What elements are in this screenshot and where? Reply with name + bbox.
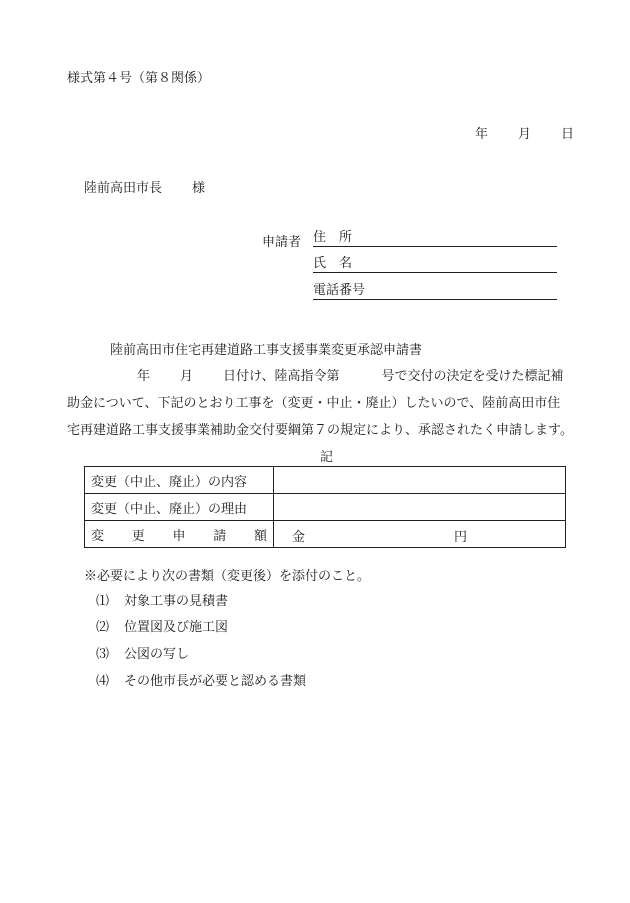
change-reason-label: 変更（中止、廃止）の理由 xyxy=(85,494,274,521)
attachment-number: ⑷ xyxy=(96,674,110,689)
phone-field[interactable] xyxy=(313,283,557,300)
date-year-label: 年 xyxy=(475,127,489,142)
addressee xyxy=(84,177,205,196)
addressee-honorific: 様 xyxy=(192,181,206,196)
attachment-text: その他市長が必要と認める書類 xyxy=(124,674,307,689)
change-amount-input[interactable] xyxy=(274,521,566,548)
list-item xyxy=(96,616,228,635)
change-amount-label xyxy=(85,521,274,548)
attachment-text: 公図の写し xyxy=(124,647,190,662)
attachment-text: 位置図及び施工図 xyxy=(124,620,229,635)
date-month-label: 月 xyxy=(518,127,532,142)
table-row xyxy=(85,521,566,548)
document-title: 陸前高田市住宅再建道路工事支援事業変更承認申請書 xyxy=(110,343,423,358)
attachment-note: ※必要により次の書類（変更後）を添付のこと。 xyxy=(84,569,371,584)
body-month: 月 xyxy=(180,369,194,384)
addressee-name: 陸前高田市長 xyxy=(84,181,163,196)
ki-heading: 記 xyxy=(320,450,334,465)
detail-table xyxy=(84,466,566,548)
list-item xyxy=(96,643,189,662)
change-content-input[interactable] xyxy=(274,467,566,494)
attachment-number: ⑶ xyxy=(96,647,110,662)
name-field[interactable] xyxy=(313,256,557,273)
form-number: 様式第４号（第８関係） xyxy=(67,71,211,86)
attachment-number: ⑴ xyxy=(96,594,110,609)
change-reason-input[interactable] xyxy=(274,494,566,521)
attachment-number: ⑵ xyxy=(96,620,110,635)
address-label: 住 所 xyxy=(313,230,353,245)
table-row xyxy=(85,494,566,521)
body-line-3: 宅再建道路工事支援事業補助金交付要綱第７の規定により、承認されたく申請します。 xyxy=(67,423,573,438)
body-line-1 xyxy=(67,365,564,384)
amount-yen: 円 xyxy=(454,530,468,545)
body-line-2: 助金について、下記のとおり工事を（変更・中止・廃止）したいので、陸前高田市住 xyxy=(67,396,561,411)
body-year: 年 xyxy=(137,369,151,384)
amount-label-char: 額 xyxy=(253,528,267,544)
amount-label-char: 請 xyxy=(213,528,227,544)
attachment-text: 対象工事の見積書 xyxy=(124,594,229,609)
date-line xyxy=(475,123,574,142)
address-field[interactable] xyxy=(313,230,557,247)
amount-label-char: 変 xyxy=(91,528,105,544)
list-item xyxy=(96,670,306,689)
amount-label-char: 更 xyxy=(131,528,145,544)
amount-label-char: 申 xyxy=(172,528,186,544)
amount-kin: 金 xyxy=(292,530,306,545)
applicant-label: 申請者 xyxy=(262,235,302,250)
phone-label: 電話番号 xyxy=(313,283,366,298)
table-row xyxy=(85,467,566,494)
body-rest: 号で交付の決定を受けた標記補 xyxy=(381,369,564,384)
list-item xyxy=(96,590,228,609)
name-label: 氏 名 xyxy=(313,256,353,271)
body-day-ref: 日付け、陸高指令第 xyxy=(223,369,340,384)
change-content-label: 変更（中止、廃止）の内容 xyxy=(85,467,274,494)
date-day-label: 日 xyxy=(561,127,575,142)
